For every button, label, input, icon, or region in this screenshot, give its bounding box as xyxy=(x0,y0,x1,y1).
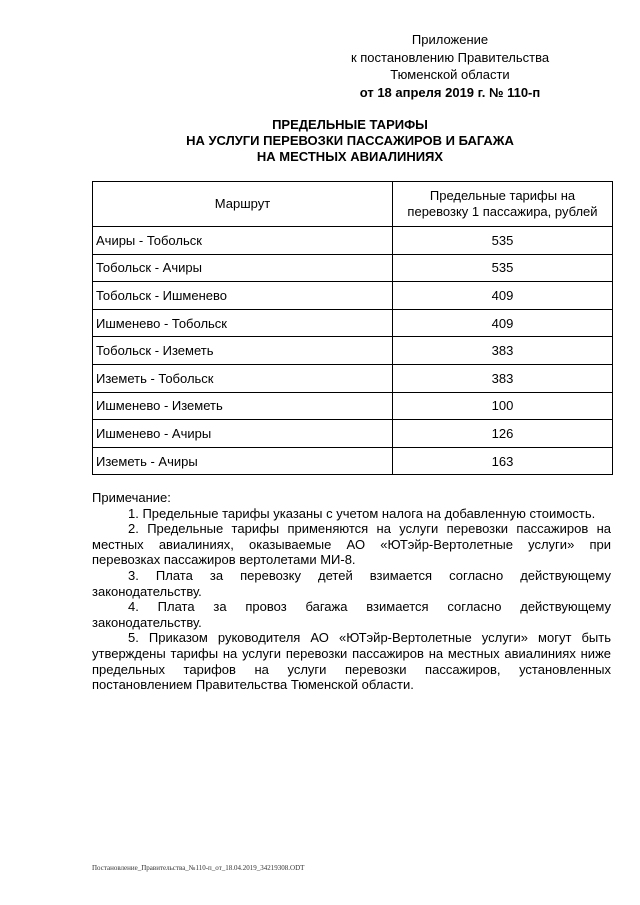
note-item: 2. Предельные тарифы применяются на услуги перевозки пассажиров на местных авиалиниях, оказываемые АО «ЮТэйр-Вертолетные услуги» при перевозках пассажиров вертолетами МИ-8. xyxy=(92,521,611,568)
route-cell: Иземеть - Ачиры xyxy=(93,447,393,475)
file-footer: Постановление_Правительства_№110-п_от_18.04.2019_34219308.ODT xyxy=(92,864,305,872)
price-cell: 163 xyxy=(393,447,613,475)
column-header-price-line-2: перевозку 1 пассажира, рублей xyxy=(407,204,598,219)
price-cell: 383 xyxy=(393,337,613,365)
price-cell: 409 xyxy=(393,282,613,310)
route-cell: Тобольск - Ачиры xyxy=(93,254,393,282)
price-cell: 100 xyxy=(393,392,613,420)
tariff-table xyxy=(92,181,613,475)
header-appendix-label: Приложение xyxy=(411,32,489,47)
table-row xyxy=(93,420,613,448)
route-cell: Ишменево - Ачиры xyxy=(93,420,393,448)
title-line-1: ПРЕДЕЛЬНЫЕ ТАРИФЫ xyxy=(272,117,428,132)
note-item: 3. Плата за перевозку детей взимается согласно действующему законодательству. xyxy=(92,567,611,599)
appendix-header xyxy=(300,31,600,101)
price-cell: 409 xyxy=(393,309,613,337)
title-line-3: НА МЕСТНЫХ АВИАЛИНИЯХ xyxy=(256,149,444,164)
price-cell: 383 xyxy=(393,364,613,392)
price-cell: 535 xyxy=(393,227,613,255)
header-resolution-ref: к постановлению Правительства xyxy=(350,49,550,65)
column-header-price xyxy=(393,182,613,227)
table-row xyxy=(93,227,613,255)
table-row xyxy=(93,392,613,420)
note-item: 4. Плата за провоз багажа взимается согласно действующему законодательству. xyxy=(92,599,611,630)
table-row xyxy=(93,309,613,337)
notes-label: Примечание: xyxy=(92,490,171,505)
table-row xyxy=(93,364,613,392)
table-row xyxy=(93,254,613,282)
header-date-number: от 18 апреля 2019 г. № 110-п xyxy=(359,84,541,100)
header-region: Тюменской области xyxy=(390,67,510,82)
table-row xyxy=(93,337,613,365)
note-item: 1. Предельные тарифы указаны с учетом налога на добавленную стоимость. xyxy=(128,505,596,521)
route-cell: Тобольск - Иземеть xyxy=(93,337,393,365)
route-cell: Ишменево - Тобольск xyxy=(93,309,393,337)
price-cell: 535 xyxy=(393,254,613,282)
column-header-price-line-1: Предельные тарифы на xyxy=(429,188,576,203)
notes-section xyxy=(92,490,611,693)
document-title xyxy=(80,117,620,165)
table-header-row xyxy=(93,182,613,227)
route-cell: Ачиры - Тобольск xyxy=(93,227,393,255)
table-row xyxy=(93,447,613,475)
title-line-2: НА УСЛУГИ ПЕРЕВОЗКИ ПАССАЖИРОВ И БАГАЖА xyxy=(186,133,514,148)
route-cell: Ишменево - Иземеть xyxy=(93,392,393,420)
price-cell: 126 xyxy=(393,420,613,448)
route-cell: Иземеть - Тобольск xyxy=(93,364,393,392)
note-item: 5. Приказом руководителя АО «ЮТэйр-Вертолетные услуги» могут быть утверждены тарифы на услуги перевозки пассажиров на местных авиалиниях ниже предельных тарифов на услуги перевозки пассажиров, установленных постановлением Правительства Тюменской области. xyxy=(92,630,611,693)
route-cell: Тобольск - Ишменево xyxy=(93,282,393,310)
table-row xyxy=(93,282,613,310)
column-header-route: Маршрут xyxy=(93,182,393,227)
